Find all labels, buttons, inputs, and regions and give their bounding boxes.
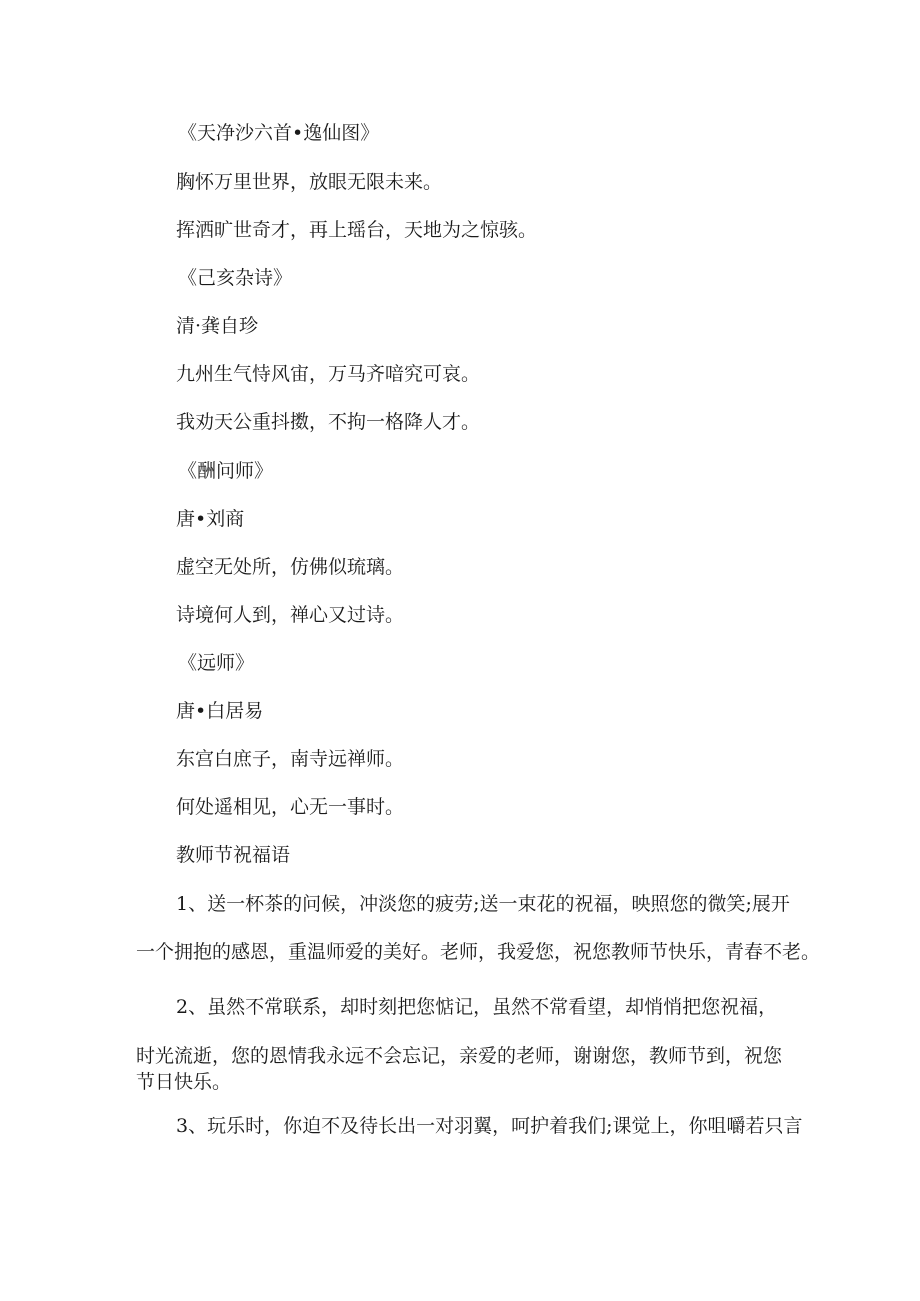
blessing-text: 2、虽然不常联系，却时刻把您惦记，虽然不常看望，却悄悄把您祝福， [176,996,778,1018]
poem-line: 何处遥相见，心无一事时。 [176,796,405,818]
poem-title: 《酬问师》 [178,460,274,482]
poem-line: 我劝天公重抖擞，不拘一格降人才。 [176,411,481,433]
poem-line: 挥洒旷世奇才，再上瑶台，天地为之惊骇。 [176,219,538,241]
blessing-text: 一个拥抱的感恩，重温师爱的美好。老师，我爱您，祝您教师节快乐，青春不老。 [136,941,821,963]
blessing-text: 3、玩乐时，你迫不及待长出一对羽翼，呵护着我们;课觉上，你咀嚼若只言 [176,1115,803,1137]
poem-author: 唐•白居易 [176,700,264,722]
poem-line: 九州生气恃风宙，万马齐喑究可哀。 [176,363,481,385]
poem-title: 《天净沙六首•逸仙图》 [178,122,380,144]
poem-author: 清·龚自珍 [176,315,259,337]
blessing-text: 时光流逝，您的恩情我永远不会忘记，亲爱的老师，谢谢您，教师节到，祝您 [136,1045,783,1067]
poem-line: 诗境何人到，禅心又过诗。 [176,604,405,626]
poem-line: 胸怀万里世界，放眼无限未来。 [176,171,443,193]
section-heading: 教师节祝福语 [176,844,291,866]
blessing-text: 节日快乐。 [136,1071,232,1093]
poem-title: 《己亥杂诗》 [178,267,293,289]
blessing-text: 1、送一杯茶的问候，冲淡您的疲劳;送一束花的祝福，映照您的微笑;展开 [176,893,790,915]
poem-line: 虚空无处所，仿佛似琉璃。 [176,556,405,578]
poem-author: 唐•刘商 [176,508,245,530]
poem-title: 《远师》 [178,652,255,674]
poem-line: 东宫白庶子，南寺远禅师。 [176,748,405,770]
